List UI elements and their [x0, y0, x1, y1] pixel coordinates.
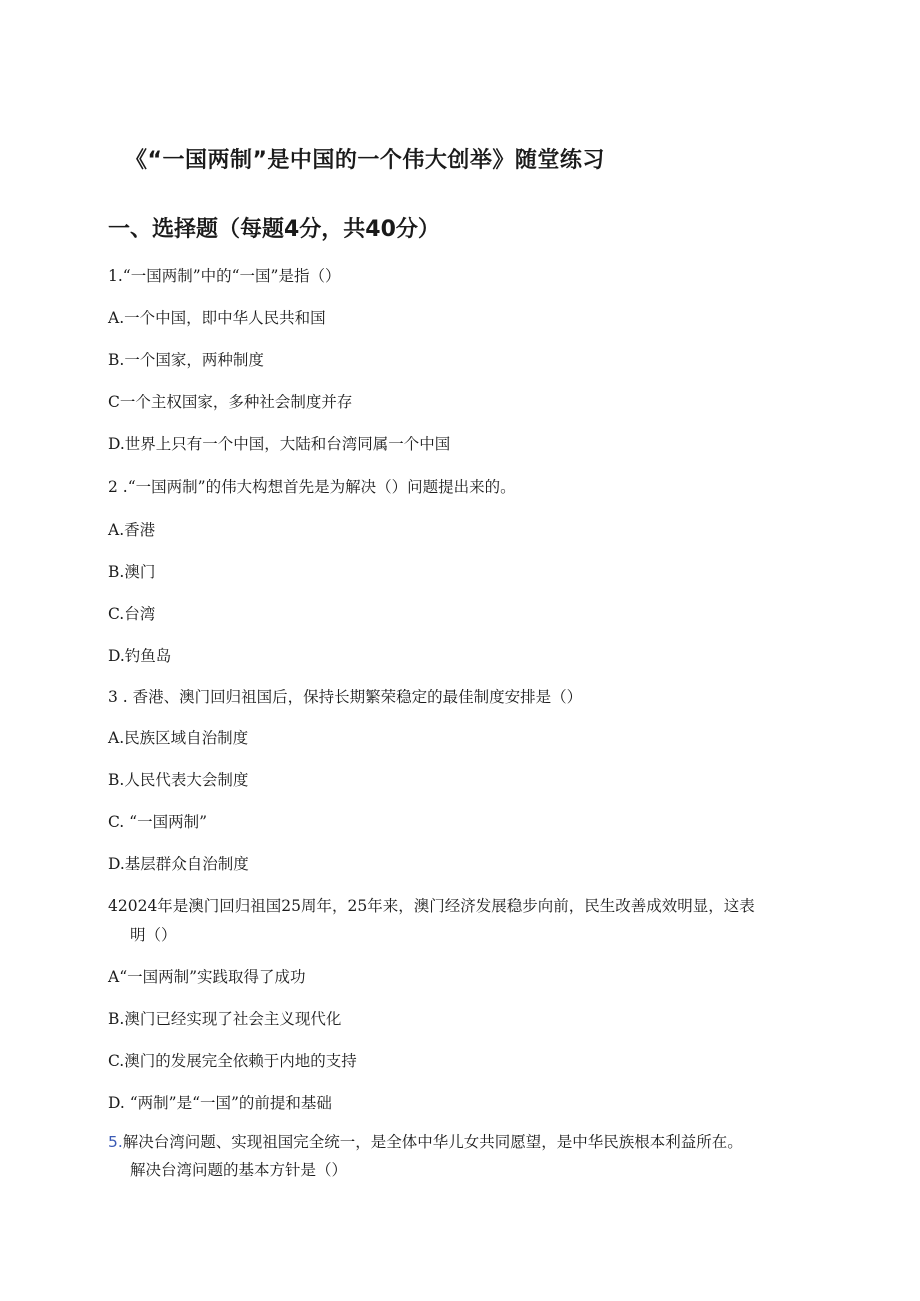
question-4-stem-continued: 明（）	[130, 926, 177, 944]
document-title: 《“一国两制”是中国的一个伟大创举》随堂练习	[125, 148, 605, 173]
question-2-option-a: A.香港	[108, 521, 156, 539]
question-4-option-b: B.澳门已经实现了社会主义现代化	[108, 1010, 342, 1028]
question-5-number: 5.	[108, 1133, 123, 1151]
question-1-option-d: D.世界上只有一个中国，大陆和台湾同属一个中国	[108, 435, 451, 453]
question-4-stem: 42024年是澳门回归祖国25周年，25年来，澳门经济发展稳步向前，民生改善成效明显，这表	[108, 897, 755, 915]
question-1-stem: 1.“一国两制”中的“一国”是指（）	[108, 267, 341, 285]
question-3-stem: 3 . 香港、澳门回归祖国后，保持长期繁荣稳定的最佳制度安排是（）	[108, 688, 583, 706]
question-2-option-b: B.澳门	[108, 563, 156, 581]
question-5-stem-continued: 解决台湾问题的基本方针是（）	[130, 1161, 348, 1179]
question-5-text: 解决台湾问题、实现祖国完全统一，是全体中华儿女共同愿望，是中华民族根本利益所在。	[122, 1133, 743, 1151]
question-2-option-c: C.台湾	[108, 605, 156, 623]
question-1-option-b: B.一个国家，两种制度	[108, 351, 264, 369]
question-4-option-a: A“一国两制”实践取得了成功	[108, 968, 306, 986]
question-5-stem	[108, 1131, 743, 1153]
section-heading: 一、选择题（每题4分，共40分）	[108, 217, 440, 242]
question-2-stem: 2 .“一国两制”的伟大构想首先是为解决（）问题提出来的。	[108, 478, 516, 496]
question-4-option-c: C.澳门的发展完全依赖于内地的支持	[108, 1052, 357, 1070]
question-4-option-d: D. “两制”是“一国”的前提和基础	[108, 1094, 332, 1112]
question-3-option-b: B.人民代表大会制度	[108, 771, 249, 789]
question-1-option-c: C一个主权国家，多种社会制度并存	[108, 393, 353, 411]
question-3-option-a: A.民族区域自治制度	[108, 729, 249, 747]
question-1-option-a: A.一个中国，即中华人民共和国	[108, 309, 326, 327]
question-2-option-d: D.钓鱼岛	[108, 647, 172, 665]
question-3-option-d: D.基层群众自治制度	[108, 855, 249, 873]
question-3-option-c: C. “一国两制”	[108, 813, 208, 831]
